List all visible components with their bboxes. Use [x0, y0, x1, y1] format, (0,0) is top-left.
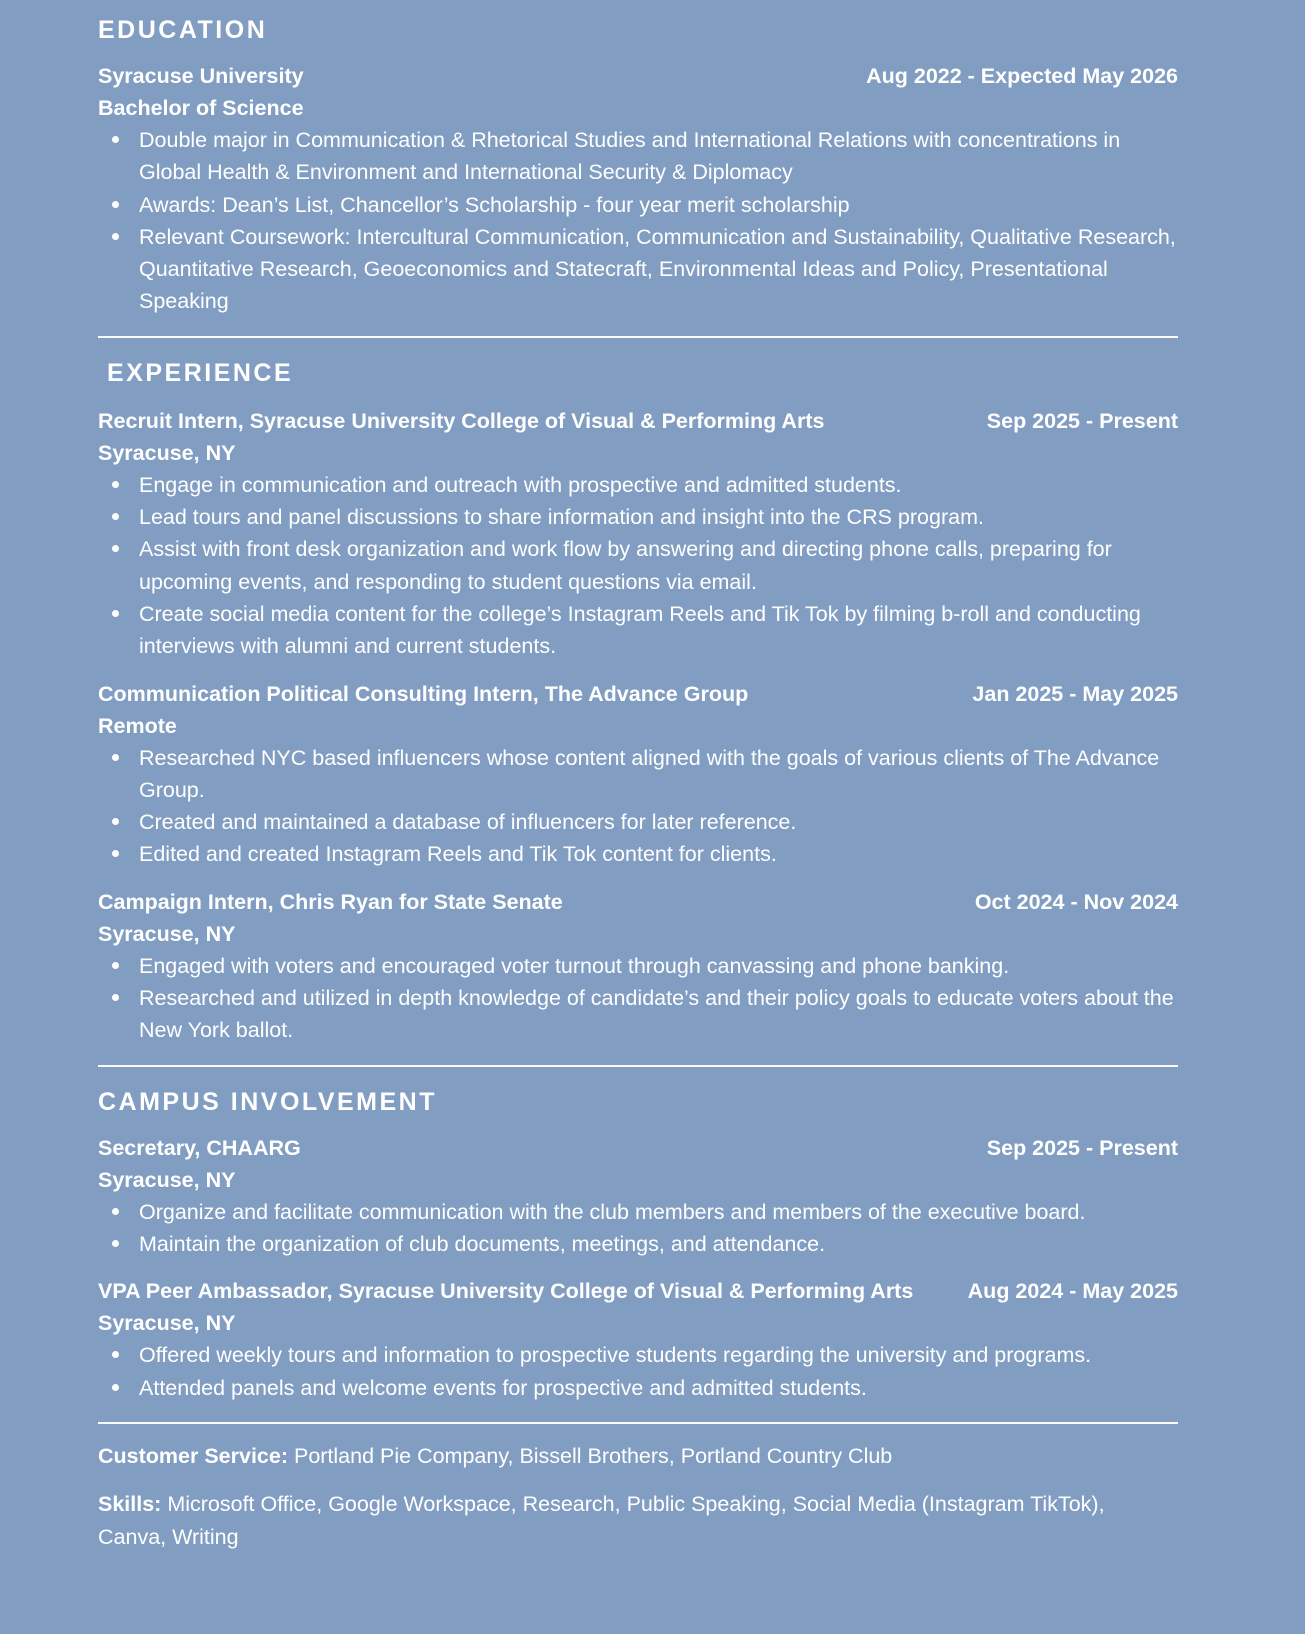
list-item: Edited and created Instagram Reels and Tik Tok content for clients. — [139, 838, 1178, 870]
skills-line — [98, 1488, 1178, 1554]
education-dates: Aug 2022 - Expected May 2026 — [866, 64, 1178, 88]
campus-heading: CAMPUS INVOLVEMENT — [98, 1087, 437, 1116]
list-item: Created and maintained a database of influencers for later reference. — [139, 806, 1178, 838]
experience-heading: EXPERIENCE — [107, 358, 294, 387]
education-bullets — [98, 124, 1178, 318]
list-item: Researched NYC based influencers whose content aligned with the goals of various clients of The Advance Group. — [139, 742, 1178, 807]
entry-bullets — [98, 469, 1178, 663]
entry-dates: Aug 2024 - May 2025 — [967, 1279, 1178, 1304]
entry-dates: Sep 2025 - Present — [986, 408, 1178, 433]
education-heading: EDUCATION — [98, 16, 268, 44]
degree: Bachelor of Science — [98, 96, 304, 120]
entry-header — [98, 1275, 1178, 1307]
list-item: Create social media content for the college’s Instagram Reels and Tik Tok by filming b-roll and conducting interviews with alumni and current students. — [139, 598, 1178, 663]
entry-title: Recruit Intern, Syracuse University College of Visual & Performing Arts — [98, 408, 825, 433]
entry-location: Syracuse, NY — [98, 921, 236, 946]
list-item: Relevant Coursework: Intercultural Communication, Communication and Sustainability, Qualitative Research, Quantitative Research, Geoeconomics and Statecraft, Environmental Ideas and Policy, Presentational Speaking — [139, 221, 1178, 318]
entry-title: Communication Political Consulting Intern, The Advance Group — [98, 681, 749, 706]
entry-bullets — [98, 742, 1178, 871]
customer-service-line — [98, 1440, 1178, 1473]
entry-title: VPA Peer Ambassador, Syracuse University College of Visual & Performing Arts — [98, 1279, 914, 1304]
campus-section — [98, 1067, 1178, 1404]
section-divider — [98, 1422, 1178, 1424]
list-item: Lead tours and panel discussions to share information and insight into the CRS program. — [139, 501, 1178, 533]
list-item: Attended panels and welcome events for prospective and admitted students. — [139, 1372, 1178, 1404]
school-name: Syracuse University — [98, 64, 304, 88]
list-item: Awards: Dean’s List, Chancellor’s Scholarship - four year merit scholarship — [139, 189, 1178, 221]
list-item: Researched and utilized in depth knowledge of candidate’s and their policy goals to educate voters about the New York ballot. — [139, 982, 1178, 1047]
entry-location: Remote — [98, 713, 177, 738]
customer-service-text: Portland Pie Company, Bissell Brothers, Portland Country Club — [288, 1443, 893, 1468]
skills-text: Microsoft Office, Google Workspace, Research, Public Speaking, Social Media (Instagram TikTok), Canva, Writing — [98, 1491, 1105, 1549]
entry-location: Syracuse, NY — [98, 440, 236, 465]
experience-section — [98, 338, 1178, 1047]
entry-header — [98, 678, 1178, 710]
entry-header — [98, 1132, 1178, 1164]
entry-location: Syracuse, NY — [98, 1167, 236, 1192]
education-section — [98, 0, 1178, 318]
campus-entry — [98, 1275, 1178, 1404]
entry-title: Secretary, CHAARG — [98, 1135, 301, 1160]
section-divider — [98, 1065, 1178, 1067]
experience-entry — [98, 886, 1178, 1047]
experience-entry — [98, 405, 1178, 663]
education-entry-header — [98, 60, 1178, 92]
entry-bullets — [98, 1339, 1178, 1404]
entry-dates: Sep 2025 - Present — [986, 1135, 1178, 1160]
extras-section — [98, 1424, 1178, 1554]
customer-service-label: Customer Service: — [98, 1443, 288, 1468]
entry-header — [98, 886, 1178, 918]
entry-bullets — [98, 1196, 1178, 1261]
list-item: Engage in communication and outreach with prospective and admitted students. — [139, 469, 1178, 501]
campus-entry — [98, 1132, 1178, 1261]
skills-label: Skills: — [98, 1491, 162, 1516]
list-item: Organize and facilitate communication with the club members and members of the executive board. — [139, 1196, 1178, 1228]
entry-bullets — [98, 950, 1178, 1047]
entry-location: Syracuse, NY — [98, 1311, 236, 1336]
section-divider — [98, 336, 1178, 338]
list-item: Assist with front desk organization and work flow by answering and directing phone calls, preparing for upcoming events, and responding to student questions via email. — [139, 533, 1178, 598]
list-item: Offered weekly tours and information to prospective students regarding the university and programs. — [139, 1339, 1178, 1371]
list-item: Engaged with voters and encouraged voter turnout through canvassing and phone banking. — [139, 950, 1178, 982]
experience-entry — [98, 678, 1178, 871]
list-item: Maintain the organization of club documents, meetings, and attendance. — [139, 1228, 1178, 1260]
entry-header — [98, 405, 1178, 437]
entry-dates: Jan 2025 - May 2025 — [972, 681, 1178, 706]
entry-title: Campaign Intern, Chris Ryan for State Senate — [98, 889, 563, 914]
entry-dates: Oct 2024 - Nov 2024 — [974, 889, 1178, 914]
list-item: Double major in Communication & Rhetorical Studies and International Relations with concentrations in Global Health & Environment and International Security & Diplomacy — [139, 124, 1178, 189]
